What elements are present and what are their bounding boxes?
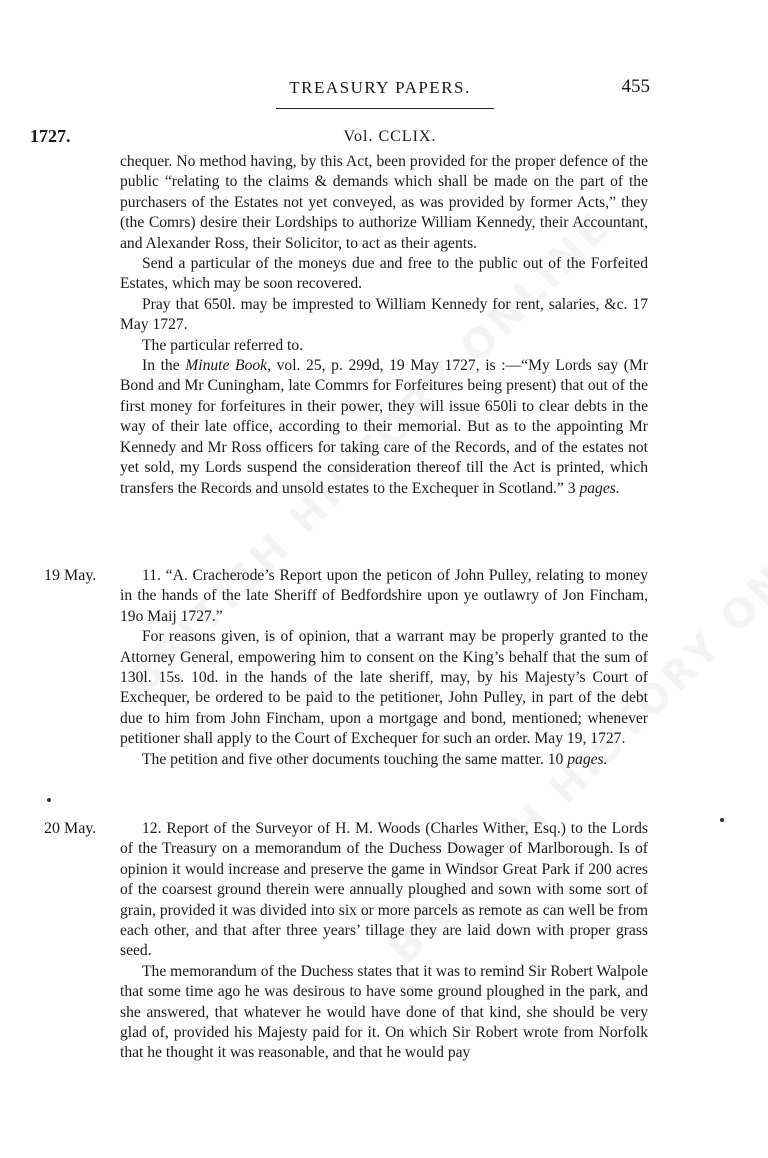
continuation-paragraph-1: chequer. No method having, by this Act, been provided for the proper defence of the public “relating to the claims & demands which shall be made on the part of the purchasers of the Estates not yet conveyed, as was provided by former Acts,” they (the Comrs) desire their Lordships to authorize William Kennedy, their Accountant, and Alexander Ross, their Solicitor, to act as their agents. <box>120 153 648 252</box>
pages-label: pages. <box>579 479 620 497</box>
entry-11-note-text: The petition and five other documents touching the same matter. 10 <box>142 750 568 768</box>
entry-11-pages-label: pages. <box>567 750 608 768</box>
entry-12 <box>120 819 648 1064</box>
running-title: TREASURY PAPERS. <box>289 78 471 97</box>
entry-11 <box>120 566 648 770</box>
margin-year: 1727. <box>30 126 71 146</box>
continuation-paragraph-2: Send a particular of the moneys due and free to the public out of the Forfeited Estates, which may be soon recovered. <box>120 255 648 293</box>
stray-mark <box>47 798 51 802</box>
entry-11-date: 19 May. <box>44 567 97 584</box>
entry-12-memorandum: The memorandum of the Duchess states that it was to remind Sir Robert Walpole that some time ago he was desirous to have some ground ploughed in the park, and she answered, that whatever he would have done of that kind, she should be very glad of, provided his Majesty paid for it. On which Sir Robert wrote from Norfolk that he thought it was reasonable, and that he would pay <box>120 962 648 1062</box>
entry-11-title: 11. “A. Cracherode’s Report upon the peticon of John Pulley, relating to money in the hands of the late Sheriff of Bedfordshire upon ye outlawry of Jon Fincham, 19o Maij 1727.” <box>120 567 648 625</box>
stray-mark-right <box>720 818 724 822</box>
continuation-paragraph-4: The particular referred to. <box>142 336 304 354</box>
entry-11-body: For reasons given, is of opinion, that a warrant may be properly granted to the Attorney General, empowering him to consent on the King’s behalf that the sum of 130l. 15s. 10d. in the hands of the late sheriff, may, by his Majesty’s Court of Exchequer, be ordered to be paid to the petitioner, John Pulley, in part of the debt due to him from John Fincham, upon a mortgage and bond, mentioned; whenever petitioner shall apply to the Court of Exchequer for such an order. May 19, 1727. <box>120 628 648 748</box>
entry-12-date: 20 May. <box>44 820 97 837</box>
page-number: 455 <box>621 76 650 97</box>
minute-book-intro: In the <box>142 357 186 375</box>
entry-12-report: 12. Report of the Surveyor of H. M. Woods (Charles Wither, Esq.) to the Lords of the Treasury on a memorandum of the Duchess Dowager of Marlborough. Is of opinion it would increase and preserve the game in Windsor Great Park if 200 acres of the coarsest ground therein were annually ploughed and sown with some sort of grain, provided it was divided into six or more parcels as remote as can well be from each other, and that after three years’ tillage they are laid down with proper grass seed. <box>120 820 648 960</box>
minute-book-title: Minute Book <box>185 357 268 375</box>
continuation-paragraph-3: Pray that 650l. may be imprested to William Kennedy for rent, salaries, &c. 17 May 1727. <box>120 295 648 334</box>
volume-heading: Vol. CCLIX. <box>343 128 437 145</box>
minute-book-paragraph <box>120 356 648 499</box>
header-rule <box>276 108 494 109</box>
minute-book-text: , vol. 25, p. 299d, 19 May 1727, is :—“My Lords say (Mr Bond and Mr Cuningham, late Commrs for Forfeitures being present) that out of the first money for forfeitures in their power, they will issue 650li to clear debts in the way of their late office, according to their memorial. But as to the appointing Mr Kennedy and Mr Ross officers for taking care of the Records, and of the estates not yet sold, my Lords suspend the consideration thereof till the Act is printed, which transfers the Records and unsold estates to the Exchequer in Scotland.” 3 <box>120 357 649 497</box>
continuation-section <box>120 152 648 499</box>
entry-11-note <box>120 750 648 770</box>
